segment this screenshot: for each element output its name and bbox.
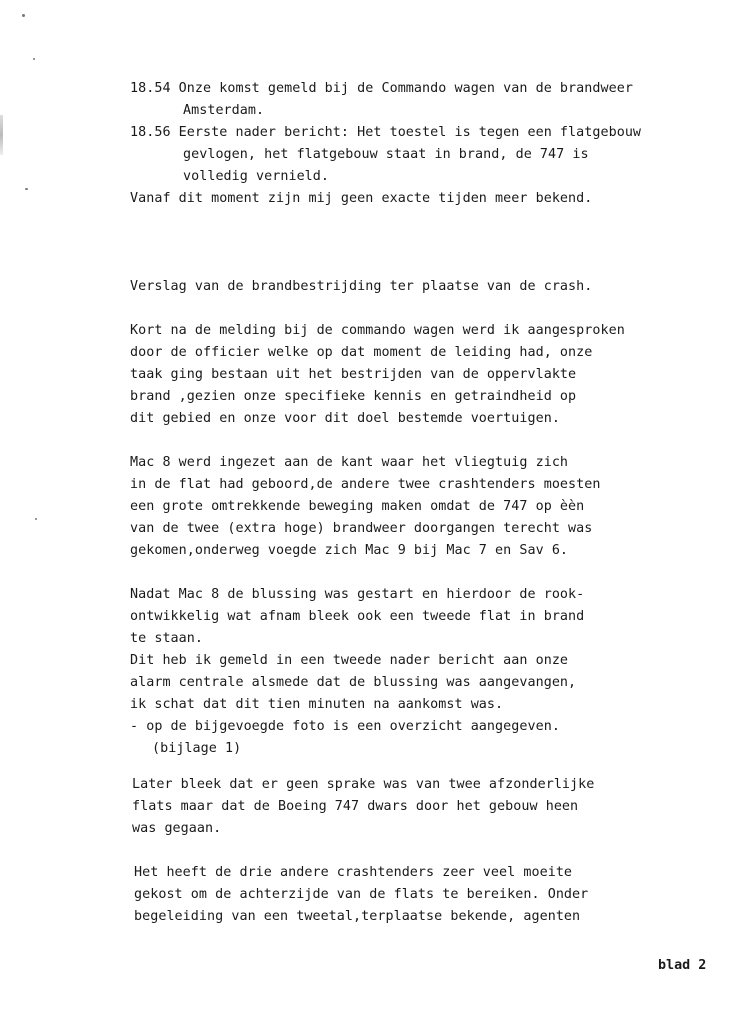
text-line: een grote omtrekkende beweging maken omdat de 747 op èèn [130, 499, 585, 514]
text-line: volledig vernield. [183, 169, 330, 184]
text-line: Later bleek dat er geen sprake was van twee afzonderlijke [132, 777, 595, 792]
text-line: in de flat had geboord,de andere twee crashtenders moesten [130, 477, 601, 492]
text-line: Vanaf dit moment zijn mij geen exacte tijden meer bekend. [130, 191, 593, 206]
scan-edge-mark [0, 115, 3, 155]
scan-speck [22, 14, 25, 17]
text-line: taak ging bestaan uit het bestrijden van de oppervlakte [130, 367, 577, 382]
text-line: van de twee (extra hoge) brandweer doorgangen terecht was [130, 521, 593, 536]
text-line: Amsterdam. [183, 103, 265, 118]
page-number: blad 2 [658, 958, 707, 973]
text-line: gekost om de achterzijde van de flats te bereiken. Onder [134, 887, 589, 902]
text-line: Nadat Mac 8 de blussing was gestart en hierdoor de rook- [130, 587, 585, 602]
text-line: ontwikkelig wat afnam bleek ook een tweede flat in brand [130, 609, 585, 624]
text-line: te staan. [130, 631, 204, 646]
text-line: Mac 8 werd ingezet aan de kant waar het vliegtuig zich [130, 455, 569, 470]
text-line: 18.54 Onze komst gemeld bij de Commando wagen van de brandweer [130, 81, 633, 96]
text-line: gevlogen, het flatgebouw staat in brand, de 747 is [183, 147, 589, 162]
text-line: (bijlage 1) [152, 741, 242, 756]
text-line: Het heeft de drie andere crashtenders zeer veel moeite [134, 865, 573, 880]
text-line: flats maar dat de Boeing 747 dwars door het gebouw heen [132, 799, 579, 814]
text-line: door de officier welke op dat moment de leiding had, onze [130, 345, 593, 360]
text-line: Dit heb ik gemeld in een tweede nader bericht aan onze [130, 653, 569, 668]
scan-speck [35, 518, 37, 520]
scan-speck [33, 58, 35, 60]
text-line: dit gebied en onze voor dit doel bestemde voertuigen. [130, 411, 560, 426]
text-line: was gegaan. [132, 821, 222, 836]
text-line: brand ,gezien onze specifieke kennis en getraindheid op [130, 389, 577, 404]
text-line: begeleiding van een tweetal,terplaatse bekende, agenten [134, 909, 581, 924]
text-line: alarm centrale alsmede dat de blussing was aangevangen, [130, 675, 577, 690]
text-line: ik schat dat dit tien minuten na aankomst was. [130, 697, 504, 712]
scan-speck [25, 188, 28, 190]
text-line: - op de bijgevoegde foto is een overzicht aangegeven. [130, 719, 560, 734]
text-line: Kort na de melding bij de commando wagen werd ik aangesproken [130, 323, 625, 338]
text-line: 18.56 Eerste nader bericht: Het toestel is tegen een flatgebouw [130, 125, 642, 140]
text-line: gekomen,onderweg voegde zich Mac 9 bij Mac 7 en Sav 6. [130, 543, 569, 558]
section-heading: Verslag van de brandbestrijding ter plaatse van de crash. [130, 279, 593, 294]
